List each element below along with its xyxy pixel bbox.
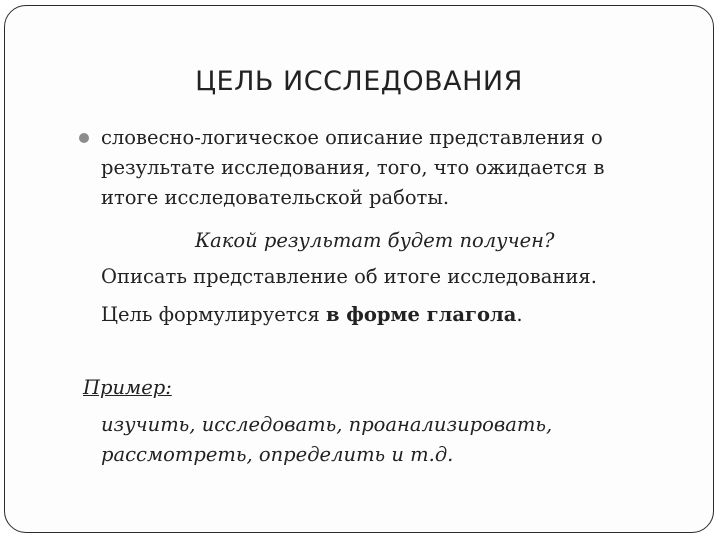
question-text: Какой результат будет получен? [195, 229, 555, 252]
example-list [101, 410, 552, 470]
slide-title: ЦЕЛЬ ИССЛЕДОВАНИЯ [195, 66, 523, 97]
example-line-1: изучить, исследовать, проанализировать, [101, 413, 553, 436]
bullet-paragraph [101, 123, 604, 213]
bullet-dot-icon [79, 133, 89, 143]
example-line-2: рассмотреть, определить и т.д. [101, 443, 454, 466]
slide-frame [4, 5, 714, 533]
example-label: Пример: [83, 376, 172, 399]
goal-line-emphasis: в форме глагола [325, 303, 517, 326]
describe-line: Описать представление об итоге исследования. [101, 265, 597, 288]
goal-line [101, 300, 523, 330]
goal-line-suffix: . [516, 303, 523, 326]
goal-line-prefix: Цель формулируется [101, 303, 326, 326]
bullet-line-3: итоге исследовательской работы. [101, 186, 450, 209]
bullet-line-1: словесно-логическое описание представления о [101, 126, 603, 149]
bullet-line-2: результате исследования, того, что ожидается в [101, 156, 605, 179]
